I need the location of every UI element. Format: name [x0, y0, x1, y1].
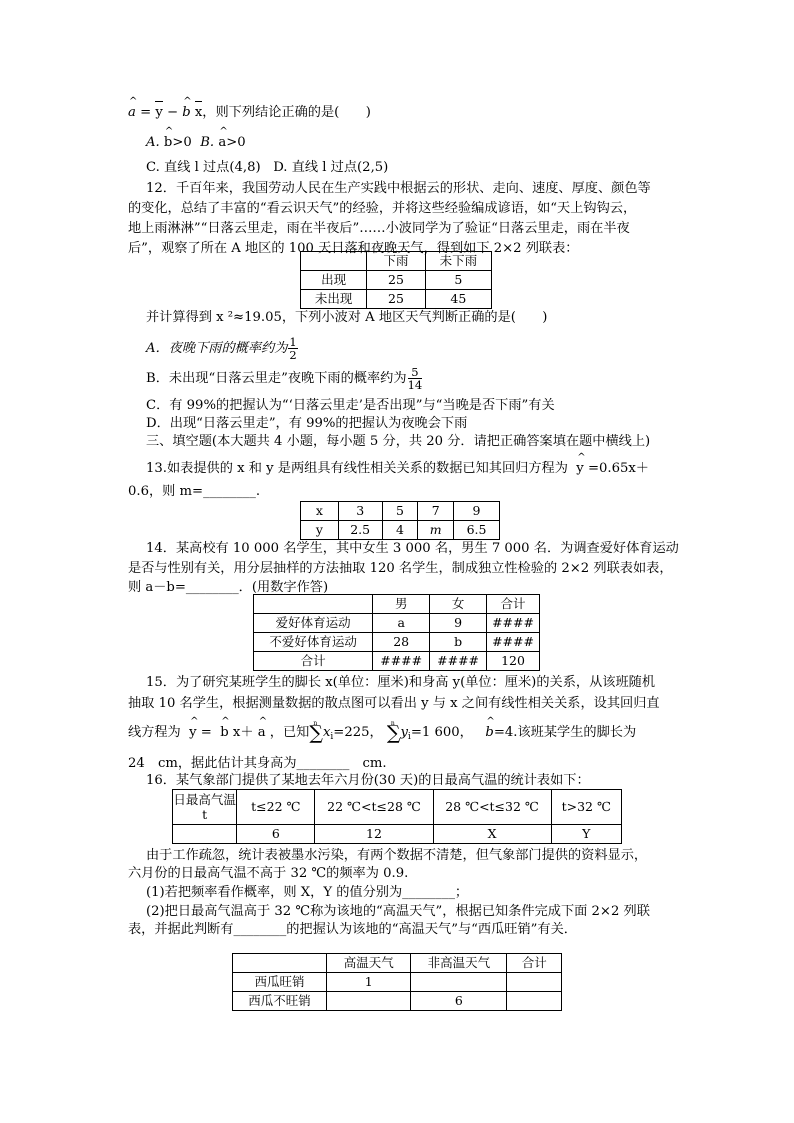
q13-line1: 13.如表提供的 x 和 y 是两组具有线性相关关系的数据已知其回归方程为 ^ y =0.65x＋ — [146, 461, 649, 477]
q12-line3: 地上雨淋淋”“日落云里走，雨在半夜后”……小波同学为了验证“日落云里走，雨在半夜 — [128, 221, 630, 236]
q12-line2: 的变化，总结了丰富的“看云识天气”的经验，并将这些经验编成谚语，如“天上钩钩云， — [128, 201, 637, 216]
q12-line4: 后”，观察了所在 A 地区的 100 天日落和夜晚天气，得到如下 2×2 列联表： — [128, 241, 579, 256]
q12-option-b: B．未出现“日落云里走”夜晚下雨的概率约为 $\frac{5}{14}$ — [146, 365, 423, 392]
q12-table: 下雨 未下雨 出现 25 5 未出现 25 45 — [300, 251, 492, 309]
q16-line3: 六月份的日最高气温不高于 32 ℃的频率为 0.9. — [128, 866, 409, 881]
q16-line5: (2)把日最高气温高于 32 ℃称为该地的“高温天气”，根据已知条件完成下面 2×2 列联 — [146, 904, 650, 919]
q13-table: x 3 5 7 9 y 2.5 4 m 6.5 — [300, 501, 500, 540]
q16-line2: 由于工作疏忽，统计表被墨水污染，有两个数据不清楚，但气象部门提供的资料显示， — [146, 848, 648, 863]
q16-line6: 表，并据此判断有________的把握认为该地的“高温天气”与“西瓜旺销”有关． — [128, 922, 577, 937]
q15-line3: 线方程为 ^ y = ^ b x＋ ^ a ，已知n $\sum x_i=225$， n $\sum y_i=1$ 600， ^ b=4.该班某学生的脚长为 — [128, 722, 636, 748]
q11-formula: ^ a = y − ^ b x，则下列结论正确的是( ) — [128, 105, 371, 121]
q14-table: 男 女 合计 爱好体育运动 a 9 #### 不爱好体育运动 28 b #### 合计 #### #### 120 — [253, 594, 540, 671]
q14-line2: 是否与性别有关，用分层抽样的方法抽取 120 名学生，制成独立性检验的 2×2 列联表如表， — [128, 561, 673, 576]
q11-options-ab: A. ^ b>0 B. ^ a>0 — [146, 135, 246, 151]
q15-line1: 15．为了研究某班学生的脚长 x(单位：厘米)和身高 y(单位：厘米)的关系，从该班随机 — [146, 675, 656, 690]
q16-line1: 16．某气象部门提供了某地去年六月份(30 天)的日最高气温的统计表如下： — [146, 773, 590, 788]
q14-line3: 则 a－b=________．(用数字作答) — [128, 580, 329, 595]
q13-line2: 0.6，则 m=________. — [128, 484, 261, 499]
q16-watermelon-table: 高温天气 非高温天气 合计 西瓜旺销 1 西瓜不旺销 6 — [232, 953, 562, 1011]
q16-temperature-table: 日最高气温 t t≤22 ℃ 22 ℃<t≤28 ℃ 28 ℃<t≤32 ℃ t>32 ℃ 6 12 X Y — [172, 789, 622, 844]
q12-option-d: D．出现“日落云里走”，有 99%的把握认为夜晚会下雨 — [146, 416, 468, 431]
q11-options-cd: C. 直线 l 过点(4,8) D. 直线 l 过点(2,5) — [146, 160, 389, 175]
q15-line2: 抽取 10 名学生，根据测量数据的散点图可以看出 y 与 x 之间有线性相关关系，设其回归直 — [128, 696, 660, 711]
section-heading: 三、填空题(本大题共 4 小题，每小题 5 分，共 20 分．请把正确答案填在题中横线上) — [146, 434, 651, 449]
q16-line4: (1)若把频率看作概率，则 X，Y 的值分别为________； — [146, 885, 469, 900]
q12-line1: 12．千百年来，我国劳动人民在生产实践中根据云的形状、走向、速度、厚度、颜色等 — [146, 181, 651, 196]
q12-option-a: A．夜晚下雨的概率约为 $\frac{1}{2}$ — [146, 335, 297, 362]
q12-option-c: C．有 99%的把握认为“‘日落云里走’是否出现”与“当晚是否下雨”有关 — [146, 398, 555, 413]
q15-line4: 24 cm，据此估计其身高为________ cm. — [128, 756, 387, 771]
q14-line1: 14．某高校有 10 000 名学生，其中女生 3 000 名，男生 7 000 名．为调查爱好体育运动 — [146, 541, 679, 556]
q12-line5: 并计算得到 x ²≈19.05，下列小波对 A 地区天气判断正确的是( ) — [146, 310, 548, 325]
